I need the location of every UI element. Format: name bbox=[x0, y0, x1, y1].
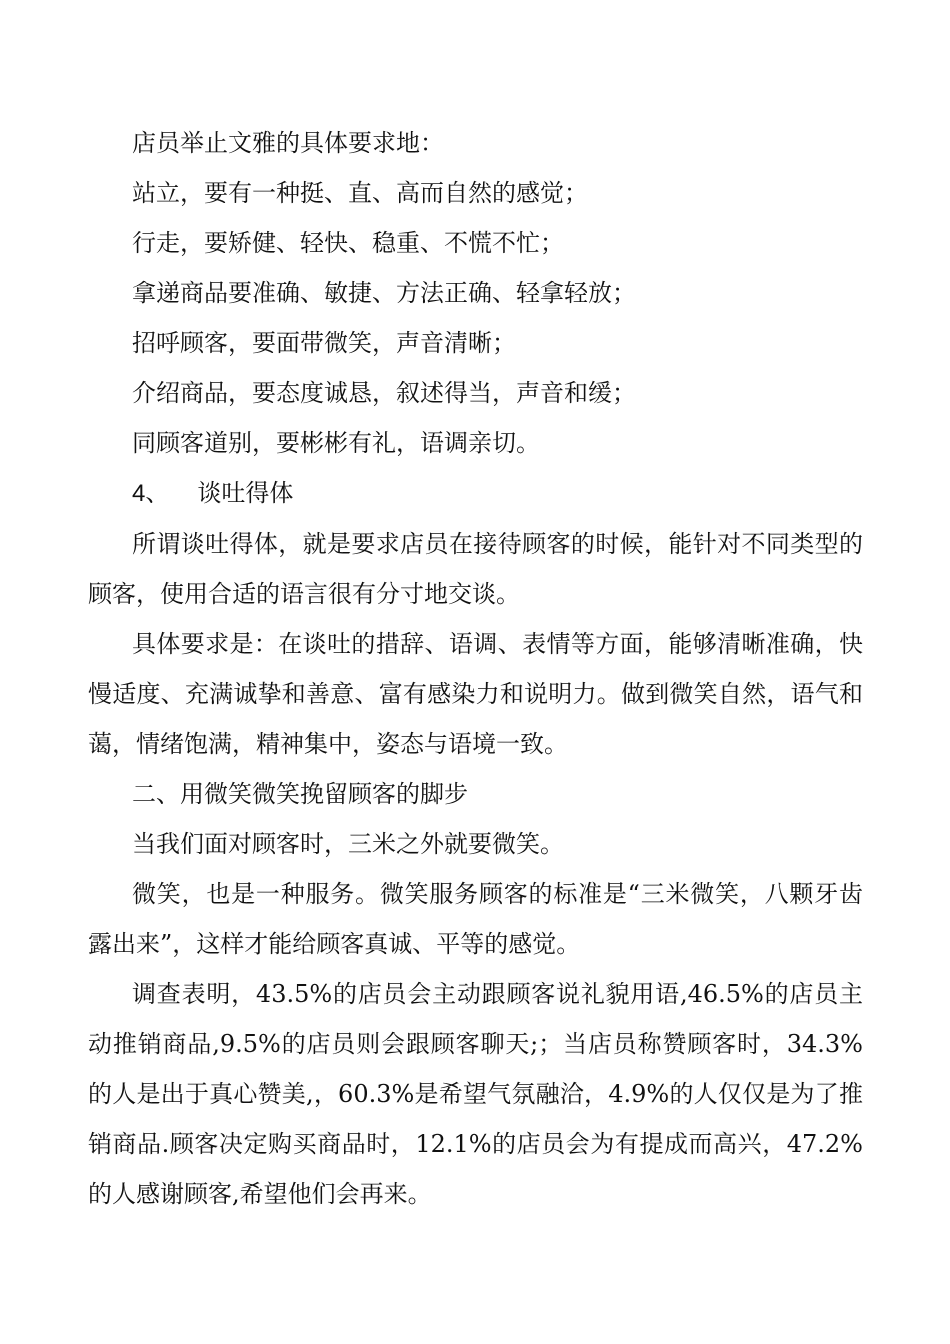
paragraph-speech-definition: 所谓谈吐得体，就是要求店员在接待顾客的时候，能针对不同类型的顾客，使用合适的语言很有分寸地交谈。 bbox=[88, 530, 863, 608]
paragraph-speech-requirements: 具体要求是：在谈吐的措辞、语调、表情等方面，能够清晰准确，快慢适度、充满诚挚和善意、富有感染力和说明力。做到微笑自然，语气和蔼，情绪饱满，精神集中，姿态与语境一致。 bbox=[88, 630, 863, 758]
paragraph-introducing-goods: 介绍商品，要态度诚恳，叙述得当，声音和缓； bbox=[132, 379, 636, 407]
paragraph-demeanor-intro: 店员举止文雅的具体要求地： bbox=[132, 129, 444, 157]
section-number: 4、 bbox=[132, 480, 170, 507]
paragraph-handing-goods: 拿递商品要准确、敏捷、方法正确、轻拿轻放； bbox=[132, 279, 636, 307]
paragraph-walking: 行走，要矫健、轻快、稳重、不慌不忙； bbox=[132, 229, 564, 257]
section-heading-4 bbox=[88, 468, 863, 519]
paragraph-farewell: 同顾客道别，要彬彬有礼，语调亲切。 bbox=[132, 429, 540, 457]
paragraph-smile-service: 微笑，也是一种服务。微笑服务顾客的标准是“三米微笑，八颗牙齿露出来”，这样才能给顾客真诚、平等的感觉。 bbox=[88, 880, 863, 958]
paragraph-three-meters: 当我们面对顾客时，三米之外就要微笑。 bbox=[132, 830, 564, 858]
paragraph-survey: 调查表明，43.5%的店员会主动跟顾客说礼貌用语,46.5%的店员主动推销商品,9.5%的店员则会跟顾客聊天;；当店员称赞顾客时，34.3%的人是出于真心赞美,，60.3%是希望气氛融洽，4.9%的人仅仅是为了推销商品.顾客决定购买商品时，12.1%的店员会为有提成而高兴，47.2%的人感谢顾客,希望他们会再来。 bbox=[88, 980, 863, 1208]
section-title: 谈吐得体 bbox=[197, 479, 294, 507]
section-heading-smile: 二、用微笑微笑挽留顾客的脚步 bbox=[132, 780, 468, 808]
paragraph-standing: 站立，要有一种挺、直、高而自然的感觉； bbox=[132, 179, 588, 207]
document-body bbox=[88, 118, 863, 1219]
paragraph-greeting: 招呼顾客，要面带微笑，声音清晰； bbox=[132, 329, 516, 357]
